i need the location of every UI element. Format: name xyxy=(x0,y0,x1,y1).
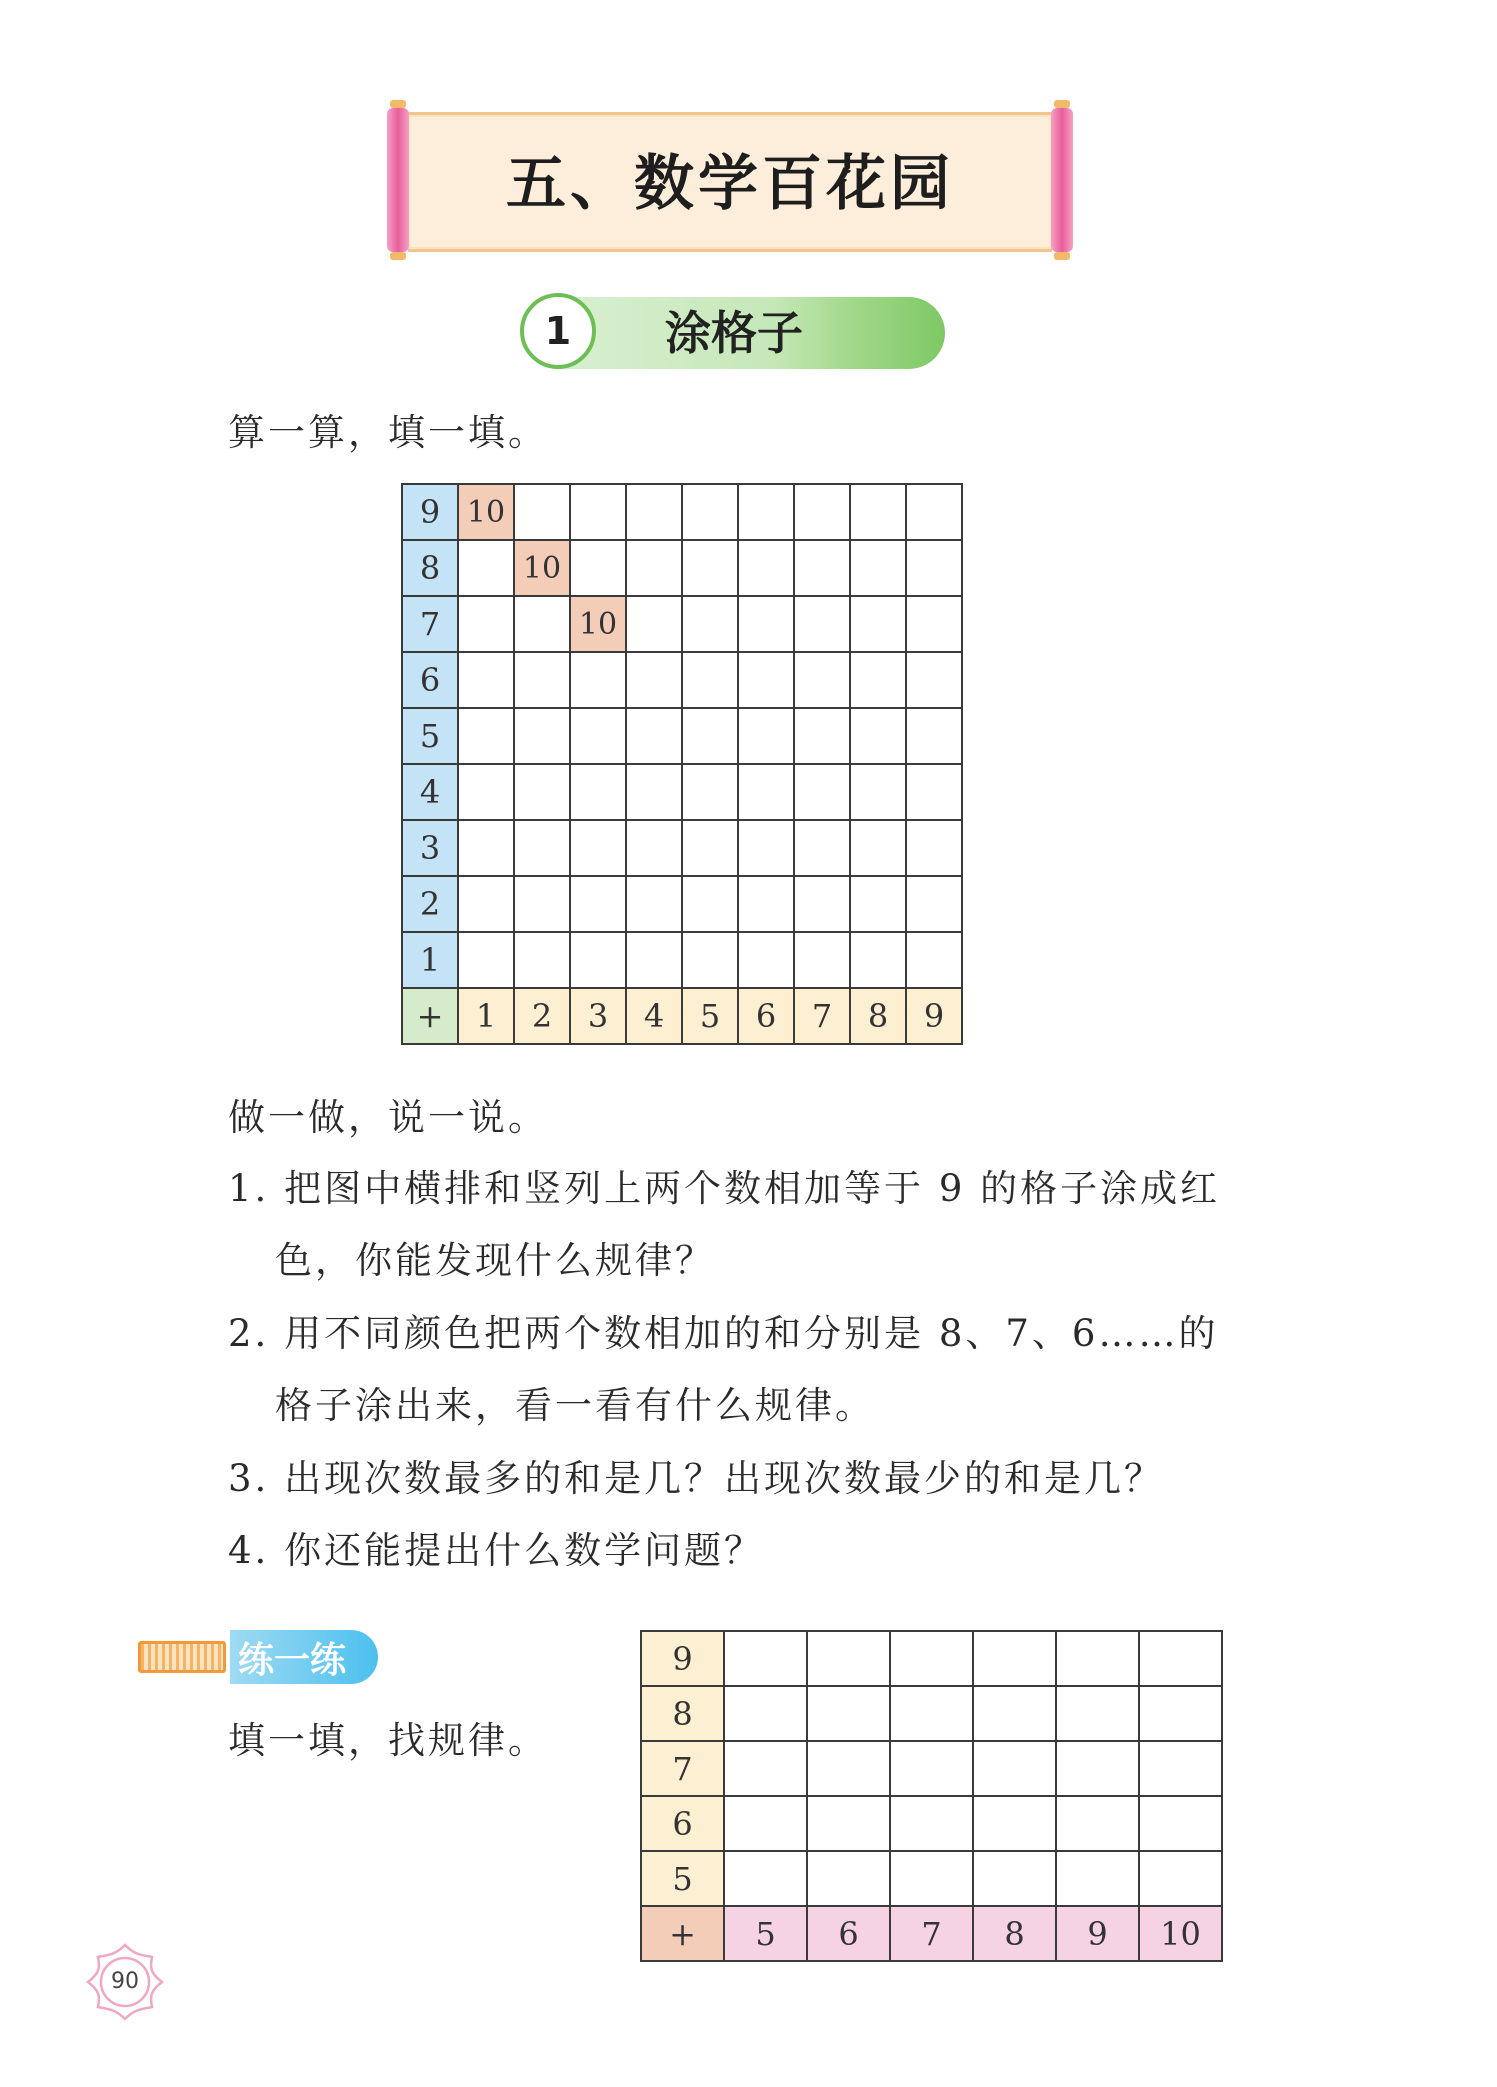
blank-cell[interactable] xyxy=(626,708,682,764)
blank-cell[interactable] xyxy=(906,596,962,652)
blank-cell[interactable] xyxy=(850,932,906,988)
blank-cell[interactable] xyxy=(890,1851,973,1906)
blank-cell[interactable] xyxy=(514,820,570,876)
question-line: 2. 用不同颜色把两个数相加的和分别是 8、7、6……的 xyxy=(228,1312,1219,1355)
banner-rod-left xyxy=(387,108,409,252)
header-row xyxy=(402,988,962,1044)
blank-cell[interactable] xyxy=(890,1686,973,1741)
blank-cell[interactable] xyxy=(807,1631,890,1686)
blank-cell[interactable] xyxy=(906,820,962,876)
chapter-title: 五、数学百花园 xyxy=(506,149,954,219)
question-line: 1. 把图中横排和竖列上两个数相加等于 9 的格子涂成红 xyxy=(228,1167,1221,1210)
blank-cell[interactable] xyxy=(626,876,682,932)
blank-cell[interactable] xyxy=(458,820,514,876)
question-line: 3. 出现次数最多的和是几？出现次数最少的和是几？ xyxy=(228,1457,1165,1500)
question-line-continued: 色，你能发现什么规律？ xyxy=(275,1239,715,1282)
row-header-cell: 2 xyxy=(402,876,458,932)
blank-cell[interactable] xyxy=(973,1741,1056,1796)
blank-cell[interactable] xyxy=(850,764,906,820)
blank-cell[interactable] xyxy=(794,540,850,596)
blank-cell[interactable] xyxy=(807,1686,890,1741)
blank-cell[interactable] xyxy=(794,932,850,988)
filled-cell[interactable]: 10 xyxy=(514,540,570,596)
row-header-cell: 6 xyxy=(402,652,458,708)
blank-cell[interactable] xyxy=(794,708,850,764)
prompt-do-and-say: 做一做，说一说。 xyxy=(228,1096,548,1139)
blank-cell[interactable] xyxy=(682,876,738,932)
blank-cell[interactable] xyxy=(724,1741,807,1796)
row-header-cell: 5 xyxy=(641,1851,724,1906)
blank-cell[interactable] xyxy=(850,876,906,932)
blank-cell[interactable] xyxy=(570,932,626,988)
grid-row xyxy=(641,1631,1222,1686)
col-header-cell: 9 xyxy=(1056,1906,1139,1961)
blank-cell[interactable] xyxy=(458,764,514,820)
blank-cell[interactable] xyxy=(626,652,682,708)
plus-corner-cell: + xyxy=(402,988,458,1044)
page-number-text: 90 xyxy=(111,1969,139,1994)
blank-cell[interactable] xyxy=(807,1741,890,1796)
blank-cell[interactable] xyxy=(850,820,906,876)
col-header-cell: 5 xyxy=(724,1906,807,1961)
row-header-cell: 7 xyxy=(641,1741,724,1796)
blank-cell[interactable] xyxy=(514,764,570,820)
section-title: 涂格子 xyxy=(665,306,803,360)
filled-cell[interactable]: 10 xyxy=(458,484,514,540)
blank-cell[interactable] xyxy=(570,652,626,708)
banner-cap xyxy=(1054,100,1070,108)
blank-cell[interactable] xyxy=(682,540,738,596)
blank-cell[interactable] xyxy=(458,652,514,708)
blank-cell[interactable] xyxy=(738,484,794,540)
filled-cell[interactable]: 10 xyxy=(570,596,626,652)
blank-cell[interactable] xyxy=(570,708,626,764)
practice-label xyxy=(138,1630,378,1684)
abacus-icon xyxy=(138,1641,226,1673)
blank-cell[interactable] xyxy=(458,708,514,764)
grid-row xyxy=(641,1686,1222,1741)
prompt-fill-pattern: 填一填，找规律。 xyxy=(228,1719,548,1762)
blank-cell[interactable] xyxy=(906,484,962,540)
blank-cell[interactable] xyxy=(850,652,906,708)
blank-cell[interactable] xyxy=(514,484,570,540)
blank-cell[interactable] xyxy=(973,1686,1056,1741)
blank-cell[interactable] xyxy=(906,708,962,764)
blank-cell[interactable] xyxy=(626,596,682,652)
blank-cell[interactable] xyxy=(1056,1851,1139,1906)
blank-cell[interactable] xyxy=(514,932,570,988)
col-header-cell: 8 xyxy=(850,988,906,1044)
question-line: 4. 你还能提出什么数学问题？ xyxy=(228,1529,765,1572)
blank-cell[interactable] xyxy=(738,876,794,932)
blank-cell[interactable] xyxy=(570,764,626,820)
col-header-cell: 2 xyxy=(514,988,570,1044)
blank-cell[interactable] xyxy=(738,652,794,708)
col-header-cell: 3 xyxy=(570,988,626,1044)
grid-row xyxy=(402,708,962,764)
grid-row xyxy=(641,1851,1222,1906)
blank-cell[interactable] xyxy=(682,652,738,708)
prompt-calculate: 算一算，填一填。 xyxy=(228,411,548,454)
grid-row xyxy=(402,540,962,596)
question-line-continued: 格子涂出来，看一看有什么规律。 xyxy=(275,1384,875,1427)
row-header-cell: 1 xyxy=(402,932,458,988)
grid-row xyxy=(402,820,962,876)
blank-cell[interactable] xyxy=(890,1631,973,1686)
blank-cell[interactable] xyxy=(682,764,738,820)
grid-row xyxy=(402,764,962,820)
blank-cell[interactable] xyxy=(906,876,962,932)
blank-cell[interactable] xyxy=(458,932,514,988)
blank-cell[interactable] xyxy=(724,1796,807,1851)
blank-cell[interactable] xyxy=(514,596,570,652)
col-header-cell: 4 xyxy=(626,988,682,1044)
blank-cell[interactable] xyxy=(1139,1741,1222,1796)
col-header-cell: 8 xyxy=(973,1906,1056,1961)
header-row xyxy=(641,1906,1222,1961)
blank-cell[interactable] xyxy=(794,820,850,876)
blank-cell[interactable] xyxy=(724,1631,807,1686)
practice-title: 练一练 xyxy=(230,1630,378,1684)
blank-cell[interactable] xyxy=(890,1741,973,1796)
plus-corner-cell: + xyxy=(641,1906,724,1961)
blank-cell[interactable] xyxy=(626,764,682,820)
blank-cell[interactable] xyxy=(570,876,626,932)
grid-row xyxy=(402,932,962,988)
blank-cell[interactable] xyxy=(682,596,738,652)
blank-cell[interactable] xyxy=(682,820,738,876)
row-header-cell: 4 xyxy=(402,764,458,820)
blank-cell[interactable] xyxy=(626,484,682,540)
blank-cell[interactable] xyxy=(906,540,962,596)
blank-cell[interactable] xyxy=(570,540,626,596)
blank-cell[interactable] xyxy=(458,596,514,652)
row-header-cell: 5 xyxy=(402,708,458,764)
blank-cell[interactable] xyxy=(724,1686,807,1741)
blank-cell[interactable] xyxy=(973,1796,1056,1851)
blank-cell[interactable] xyxy=(738,764,794,820)
blank-cell[interactable] xyxy=(514,652,570,708)
blank-cell[interactable] xyxy=(738,540,794,596)
col-header-cell: 1 xyxy=(458,988,514,1044)
blank-cell[interactable] xyxy=(973,1851,1056,1906)
banner-cap xyxy=(390,252,406,260)
blank-cell[interactable] xyxy=(794,484,850,540)
section-heading xyxy=(520,293,945,373)
blank-cell[interactable] xyxy=(626,540,682,596)
grid-row xyxy=(402,652,962,708)
blank-cell[interactable] xyxy=(794,596,850,652)
row-header-cell: 8 xyxy=(402,540,458,596)
blank-cell[interactable] xyxy=(906,652,962,708)
row-header-cell: 7 xyxy=(402,596,458,652)
blank-cell[interactable] xyxy=(724,1851,807,1906)
practice-grid xyxy=(640,1630,1223,1962)
banner-cap xyxy=(390,100,406,108)
blank-cell[interactable] xyxy=(794,876,850,932)
addition-grid xyxy=(401,483,963,1045)
blank-cell[interactable] xyxy=(807,1796,890,1851)
page-number xyxy=(80,1937,170,2027)
grid-row xyxy=(402,484,962,540)
blank-cell[interactable] xyxy=(1139,1851,1222,1906)
grid-row xyxy=(641,1741,1222,1796)
col-header-cell: 9 xyxy=(906,988,962,1044)
grid-row xyxy=(641,1796,1222,1851)
blank-cell[interactable] xyxy=(626,932,682,988)
blank-cell[interactable] xyxy=(906,932,962,988)
blank-cell[interactable] xyxy=(1139,1796,1222,1851)
col-header-cell: 7 xyxy=(890,1906,973,1961)
blank-cell[interactable] xyxy=(682,484,738,540)
blank-cell[interactable] xyxy=(1056,1631,1139,1686)
blank-cell[interactable] xyxy=(458,876,514,932)
blank-cell[interactable] xyxy=(514,708,570,764)
blank-cell[interactable] xyxy=(570,484,626,540)
banner-rod-right xyxy=(1051,108,1073,252)
blank-cell[interactable] xyxy=(850,484,906,540)
blank-cell[interactable] xyxy=(570,820,626,876)
blank-cell[interactable] xyxy=(458,540,514,596)
blank-cell[interactable] xyxy=(626,820,682,876)
blank-cell[interactable] xyxy=(850,596,906,652)
blank-cell[interactable] xyxy=(794,764,850,820)
blank-cell[interactable] xyxy=(890,1796,973,1851)
chapter-banner xyxy=(383,100,1077,260)
blank-cell[interactable] xyxy=(807,1851,890,1906)
blank-cell[interactable] xyxy=(682,708,738,764)
col-header-cell: 5 xyxy=(682,988,738,1044)
row-header-cell: 6 xyxy=(641,1796,724,1851)
blank-cell[interactable] xyxy=(738,820,794,876)
col-header-cell: 10 xyxy=(1139,1906,1222,1961)
col-header-cell: 6 xyxy=(807,1906,890,1961)
blank-cell[interactable] xyxy=(738,596,794,652)
grid-row xyxy=(402,596,962,652)
blank-cell[interactable] xyxy=(682,932,738,988)
section-number: 1 xyxy=(520,293,596,369)
blank-cell[interactable] xyxy=(850,540,906,596)
col-header-cell: 6 xyxy=(738,988,794,1044)
blank-cell[interactable] xyxy=(1056,1796,1139,1851)
blank-cell[interactable] xyxy=(1139,1631,1222,1686)
blank-cell[interactable] xyxy=(794,652,850,708)
row-header-cell: 8 xyxy=(641,1686,724,1741)
banner-cap xyxy=(1054,252,1070,260)
row-header-cell: 9 xyxy=(402,484,458,540)
blank-cell[interactable] xyxy=(973,1631,1056,1686)
blank-cell[interactable] xyxy=(738,708,794,764)
blank-cell[interactable] xyxy=(514,876,570,932)
row-header-cell: 3 xyxy=(402,820,458,876)
blank-cell[interactable] xyxy=(850,708,906,764)
grid-row xyxy=(402,876,962,932)
blank-cell[interactable] xyxy=(1056,1686,1139,1741)
blank-cell[interactable] xyxy=(738,932,794,988)
blank-cell[interactable] xyxy=(906,764,962,820)
blank-cell[interactable] xyxy=(1139,1686,1222,1741)
blank-cell[interactable] xyxy=(1056,1741,1139,1796)
col-header-cell: 7 xyxy=(794,988,850,1044)
row-header-cell: 9 xyxy=(641,1631,724,1686)
